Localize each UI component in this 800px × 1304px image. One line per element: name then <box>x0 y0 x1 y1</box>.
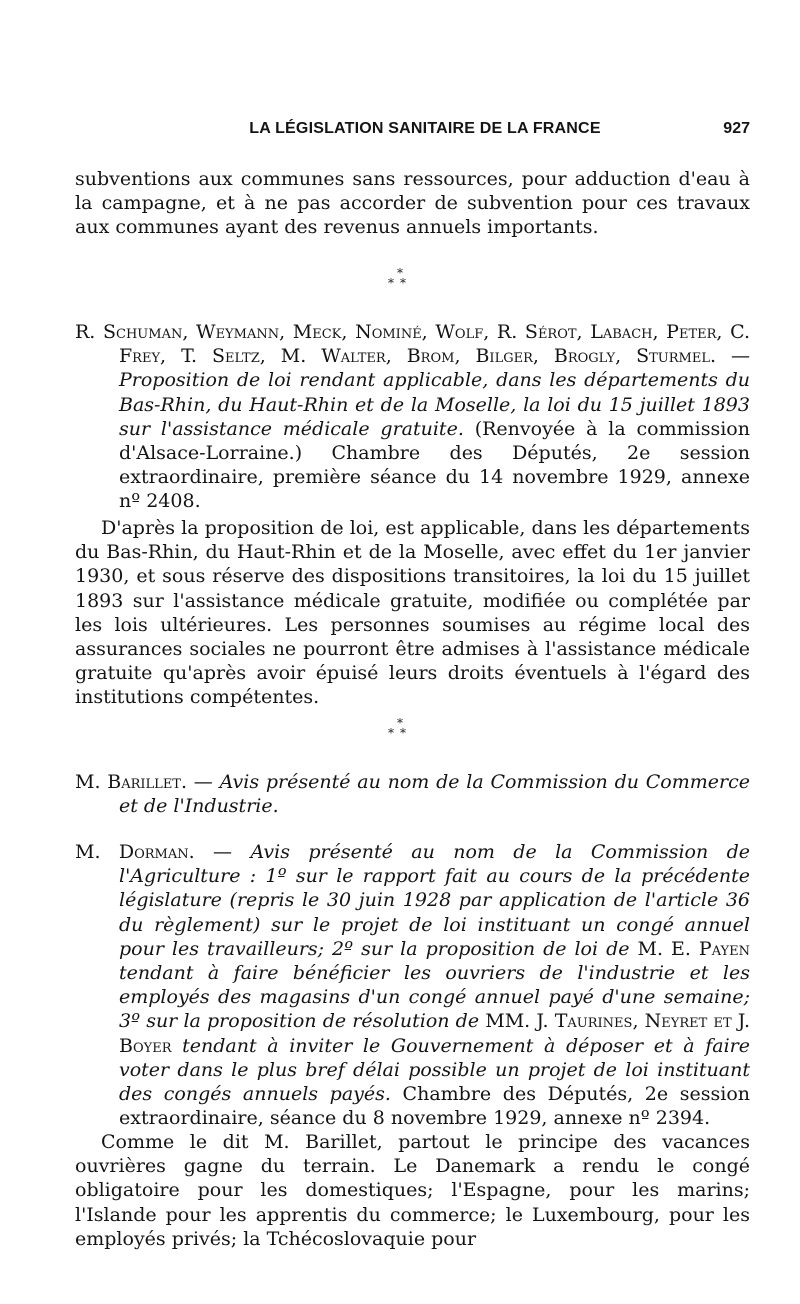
body-paragraph-2: Comme le dit M. Barillet, partout le principe des vacances ouvrières gagne du terrain. Le Danemark a rendu le congé obligatoire pour les domestiques; l'Espagne, pour les marins; l'Islande pour les apprentis du commerce; le Luxembourg, pour les employés privés; la Tchécoslovaquie pour <box>75 1131 750 1250</box>
section-break-2 <box>350 718 450 738</box>
section-break-1 <box>350 268 450 288</box>
entry-dash: — <box>187 771 220 793</box>
page-number: 927 <box>723 120 750 137</box>
page-header <box>75 120 750 142</box>
entry-title-part-1: Avis présenté au nom de la Commission de l'Agriculture : 1º sur le rapport fait au cours de la précédente législature (repris le 30 juin 1928 par application de l'article 36 du règlement) sur le projet de loi instituant un congé annuel pour les travailleurs; 2º sur la proposition de loi de <box>119 841 750 960</box>
entry-title: Proposition de loi rendant applicable, dans les départements du Bas-Rhin, du Haut-Rhin et de la Moselle, la loi du 15 juillet 1893 sur l'assistance médicale gratuite. <box>119 369 750 440</box>
entry-title: Avis présenté au nom de la Commission du Commerce et de l'Industrie. <box>119 771 750 818</box>
entry-authors: M. Dorman. <box>75 841 195 863</box>
entry-name-payen: M. E. Payen <box>637 937 751 960</box>
asterism-star: * <box>397 716 403 730</box>
asterism-star: * <box>388 276 400 290</box>
intro-paragraph: subventions aux communes sans ressources, pour adduction d'eau à la campagne, et à ne pas accorder de subvention pour ces travaux aux communes ayant des revenus annuels importants. <box>75 168 750 239</box>
asterism-star: * <box>400 726 412 740</box>
asterism-star: * <box>400 276 412 290</box>
entry-authors: M. Barillet. <box>75 771 188 793</box>
entry-names-taurines-neyret-boyer: MM. J. Taurines, Neyret et J. Boyer <box>119 1010 750 1057</box>
asterism-star: * <box>397 266 403 280</box>
asterism-star: * <box>388 726 400 740</box>
bill-entry-dorman <box>75 840 750 1130</box>
running-head: LA LÉGISLATION SANITAIRE DE LA FRANCE <box>249 120 601 137</box>
body-paragraph-1: D'après la proposition de loi, est applicable, dans les départements du Bas-Rhin, du Haut-Rhin et de la Moselle, avec effet du 1er janvier 1930, et sous réserve des dispositions transitoires, la loi du 15 juillet 1893 sur l'assistance médicale gratuite, modifiée ou complétée par les lois ultérieures. Les personnes soumises au régime local des assurances sociales ne pourront être admises à l'assistance médicale gratuite qu'après avoir épuisé leurs droits éventuels à l'égard des institutions compétentes. <box>75 517 750 709</box>
entry-details: (Renvoyée à la commission d'Alsace-Lorraine.) Chambre des Députés, 2e session extraordinaire, première séance du 14 novembre 1929, annexe nº 2408. <box>119 417 750 513</box>
entry-dash: — <box>194 841 251 863</box>
entry-title-part-3: tendant à inviter le Gouvernement à déposer et à faire voter dans le plus bref délai possible un projet de loi instituant des congés annuels payés. <box>119 1034 750 1106</box>
bill-entry-barillet <box>75 770 750 818</box>
entry-title-part-2: tendant à faire bénéficier les ouvriers de l'industrie et les employés des magasins d'un congé annuel payé d'une semaine; 3º sur la proposition de résolution de <box>119 962 750 1033</box>
entry-details: Chambre des Députés, 2e session extraordinaire, séance du 8 novembre 1929, annexe nº 2394. <box>119 1083 750 1130</box>
entry-dash: — <box>716 345 750 368</box>
bill-entry-schuman <box>75 320 750 514</box>
entry-authors: R. Schuman, Weymann, Meck, Nominé, Wolf, R. Sérot, Labach, Peter, C. Frey, T. Seltz, M. Walter, Brom, Bilger, Brogly, Sturmel. <box>75 321 750 368</box>
